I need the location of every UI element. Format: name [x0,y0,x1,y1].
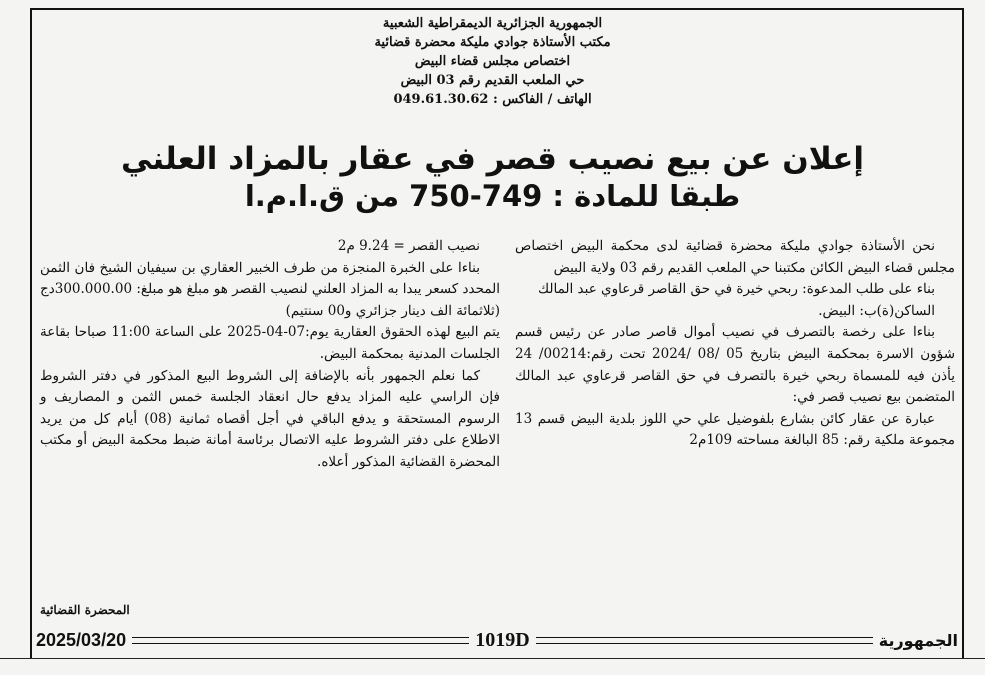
paragraph: بناءا على رخصة بالتصرف في نصيب أموال قاصر صادر عن رئيس قسم شؤون الاسرة بمحكمة البيض بتاريخ 05 /08 /2024 تحت رقم:00214/ 24 يأذن فيه للمسماة ربحي خيرة بالتصرف في حق القاصر قرعاوي عبد المالك المتضمن بيع نصيب قصر في: [515,324,956,406]
paragraph: بناء على طلب المدعوة: ربحي خيرة في حق القاصر قرعاوي عبد المالك [537,281,935,298]
paragraph: الساكن(ة)ب: البيض. [818,302,935,319]
title-line-2: طبقا للمادة : 749-750 من ق.ا.م.ا [244,179,741,213]
header-line: الجمهورية الجزائرية الديمقراطية الشعبية [382,16,603,31]
paragraph: يتم البيع لهذه الحقوق العقارية يوم:07-04-2025 على الساعة 11:00 صباحا بقاعة الجلسات المدنية بمحكمة البيض. [40,324,500,362]
paragraph: بناءا على الخبرة المنجزة من طرف الخبير العقاري بن سيفيان الشيخ فان الثمن المحدد كسعر يبدا به المزاد العلني لنصيب القصر هو مبلغ هو مبلغ: 300.000.00دج (ثلاثمائة الف دينار جزائري و00 سنتيم) [40,259,500,319]
announcement-title [0,140,985,214]
footer-rule [132,637,469,644]
page-footer [30,628,964,652]
footer-rule [536,637,873,644]
paragraph: عبارة عن عقار كائن بشارع بلفوضيل علي حي اللوز بلدية البيض قسم 13 مجموعة ملكية رقم: 85 البالغة مساحته 109م2 [515,410,955,449]
right-text-column [515,236,955,452]
header-line: حي الملعب القديم رقم 03 البيض [400,73,585,88]
bottom-divider [0,658,985,659]
header-line: الهاتف / الفاكس : 049.61.30.62 [393,92,592,107]
signature: المحضرة القضائية [40,603,130,617]
issue-number: 1019D [475,628,530,651]
newspaper-logo: الجمهورية [878,630,958,650]
issuer-header [0,14,985,109]
paragraph: نحن الأستاذة جوادي مليكة محضرة قضائية لدى محكمة البيض اختصاص مجلس قضاء البيض الكائن مكتبنا حي الملعب القديم رقم 03 ولاية البيض [515,238,955,276]
paragraph: نصيب القصر = 9.24 م2 [337,238,480,254]
header-line: اختصاص مجلس قضاء البيض [414,54,571,69]
left-text-column [40,236,500,474]
header-line: مكتب الأستاذة جوادي مليكة محضرة قضائية [374,35,611,50]
paragraph: كما نعلم الجمهور بأنه بالإضافة إلى الشروط البيع المذكور في دفتر الشروط فإن الراسي عليه المزاد يدفع حال انعقاد الجلسة خمس الثمن و المصاريف و الرسوم المستحقة و يدفع الباقي في أجل أقصاه ثمانية (08) أيام كل من يريد الاطلاع على دفتر الشروط عليه الاتصال برئاسة أمانة ضبط محكمة البيض أو مكتب المحضرة القضائية المذكور أعلاه. [40,367,500,470]
title-line-1: إعلان عن بيع نصيب قصر في عقار بالمزاد العلني [120,141,865,177]
publication-date: 2025/03/20 [36,629,127,650]
